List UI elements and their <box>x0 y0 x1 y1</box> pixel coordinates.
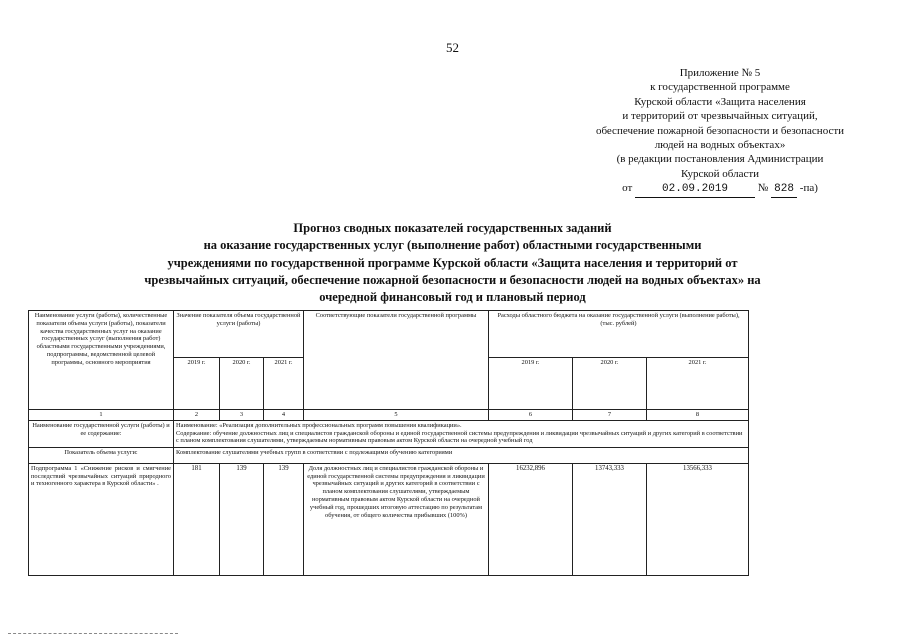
year-header: 2021 г. <box>647 358 749 410</box>
indicator-label: Показатель объема услуги: <box>29 447 174 463</box>
decree-date: 02.09.2019 <box>635 182 755 197</box>
indicator-row <box>29 447 749 463</box>
column-number: 7 <box>573 410 647 421</box>
subprogram-name: Подпрограмма 1 «Снижение рисков и смягчение последствий чрезвычайных ситуаций природного и техногенного характера в Курской области» . <box>29 463 174 575</box>
year-header: 2021 г. <box>264 358 304 410</box>
volume-2021: 139 <box>264 463 304 575</box>
title-line: очередной финансовый год и плановый период <box>319 290 586 305</box>
appendix-line: к государственной программе <box>650 81 790 94</box>
appendix-line: (в редакции постановления Администрации <box>616 153 824 166</box>
volume-2020: 139 <box>220 463 264 575</box>
header-expenses-group: Расходы областного бюджета на оказание государственной услуги (выполнение работы), (тыс. рублей) <box>489 311 749 358</box>
service-content-text: Содержание: обучение должностных лиц и специалистов гражданской обороны и единой государственной системы предупреждения и ликвидации чрезвычайных ситуаций и других категорий в соответствии с планом комплектования слушателями, утверждаемым нормативным правовым актом Курской области на очередной учебный год <box>176 429 743 445</box>
indicator-text: Комплектование слушателями учебных групп в соответствии с подлежащими обучению категориями <box>174 447 749 463</box>
column-number: 8 <box>647 410 749 421</box>
title-line: Прогноз сводных показателей государственных заданий <box>293 221 612 235</box>
title-line: учреждениями по государственной программе Курской области «Защита населения и территорий от <box>167 255 738 270</box>
column-number: 1 <box>29 410 174 421</box>
date-prefix: от <box>622 182 633 195</box>
column-numbers-row <box>29 410 749 421</box>
appendix-block <box>520 66 905 198</box>
forecast-table <box>28 310 749 576</box>
title-line: чрезвычайных ситуаций, обеспечение пожарной безопасности и безопасности людей на водных объектах» на <box>144 272 761 287</box>
appendix-line: Курской области <box>680 167 760 180</box>
service-row <box>29 420 749 447</box>
appendix-line: людей на водных объектах» <box>654 139 786 152</box>
service-description <box>174 420 749 447</box>
decree-number: 828 <box>771 182 797 197</box>
year-header: 2020 г. <box>220 358 264 410</box>
column-number: 2 <box>174 410 220 421</box>
column-number: 6 <box>489 410 573 421</box>
number-suffix: -па) <box>799 182 818 195</box>
volume-2019: 181 <box>174 463 220 575</box>
service-name-label: Наименование государственной услуги (работы) и ее содержание: <box>29 420 174 447</box>
document-title <box>40 220 865 306</box>
column-number: 4 <box>264 410 304 421</box>
header-program-indicators: Соответствующие показатели государственной программы <box>304 311 489 410</box>
page-number: 52 <box>446 40 459 55</box>
year-header: 2020 г. <box>573 358 647 410</box>
footer-dashed-line <box>8 633 178 634</box>
number-prefix: № <box>757 182 769 195</box>
column-number: 5 <box>304 410 489 421</box>
program-indicator: Доля должностных лиц и специалистов гражданской обороны и единой государственной системы предупреждения и ликвидации чрезвычайных ситуаций и других категорий в соответствии с планом комплектования слушателями, утверждаемым нормативным правовым актом Курской области на очередной учебный год, прошедших итоговую аттестацию по результатам обучения, от общего количества прибывших (100%) <box>304 463 489 575</box>
year-header: 2019 г. <box>174 358 220 410</box>
appendix-line: обеспечение пожарной безопасности и безопасности <box>595 124 845 137</box>
header-volume-group: Значение показателя объема государственной услуги (работы) <box>174 311 304 358</box>
expense-2020: 13743,333 <box>573 463 647 575</box>
title-line: на оказание государственных услуг (выполнение работ) областными государственными <box>203 238 702 253</box>
year-header: 2019 г. <box>489 358 573 410</box>
header-service-name: Наименование услуги (работы), количественные показатели объема услуги (работы), показатели качества государственных услуг на оказание государственных услуг (выполнения работ) областными государственными учреждениями, подпрограммы, ведомственной целевой программы, основного мероприятия <box>29 311 174 410</box>
appendix-line: и территорий от чрезвычайных ситуаций, <box>622 110 818 123</box>
decree-date-row <box>520 181 905 197</box>
header-row <box>29 311 749 358</box>
appendix-line: Курской области «Защита населения <box>634 95 806 108</box>
column-number: 3 <box>220 410 264 421</box>
expense-2021: 13566,333 <box>647 463 749 575</box>
appendix-line: Приложение № 5 <box>679 67 761 79</box>
service-name-text: Наименование: «Реализация дополнительных профессиональных программ повышения квалификации». <box>176 421 462 429</box>
table-row <box>29 463 749 575</box>
expense-2019: 16232,896 <box>489 463 573 575</box>
